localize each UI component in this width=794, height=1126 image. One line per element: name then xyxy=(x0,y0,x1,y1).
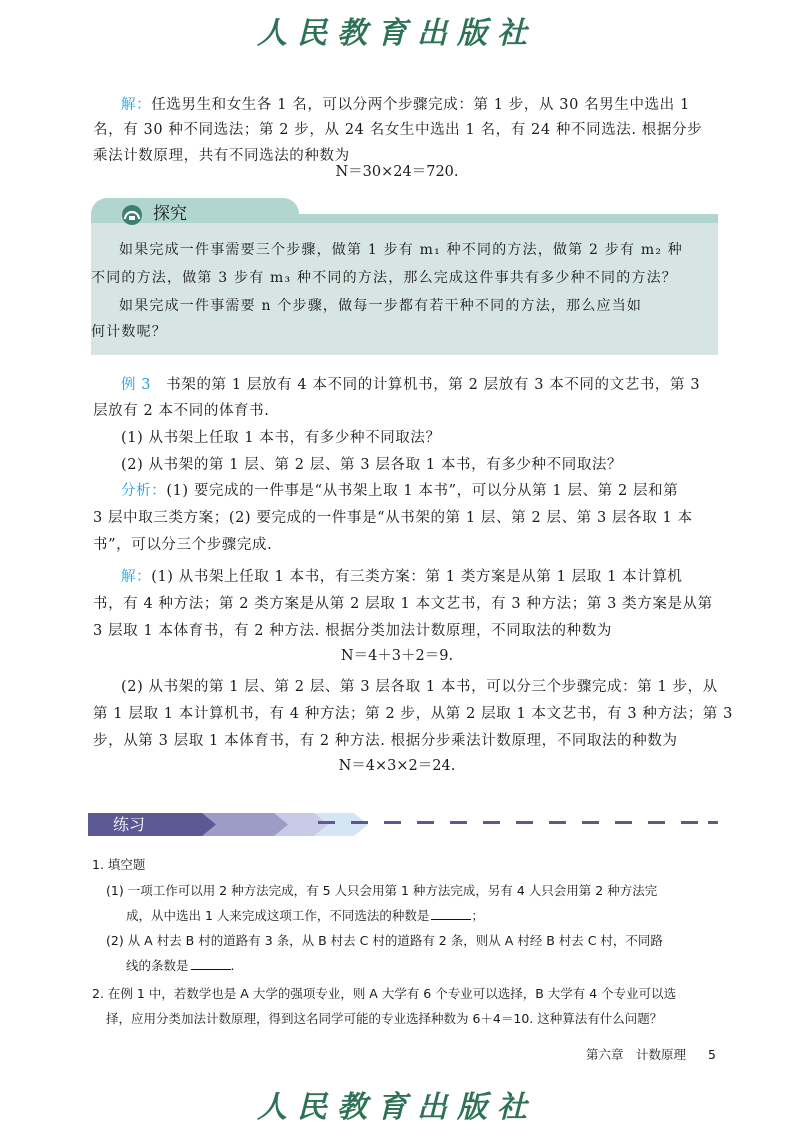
explore-line-1: 如果完成一件事需要三个步骤，做第 1 步有 m₁ 种不同的方法，做第 2 步有 m₂ 种 xyxy=(119,242,683,258)
example-3-question-1: (1) 从书架上任取 1 本书，有多少种不同取法？ xyxy=(121,430,441,446)
chapter-label: 第六章 计数原理 xyxy=(586,1047,687,1062)
exercise-1-2-line-1: (2) 从 A 村去 B 村的道路有 3 条，从 B 村去 C 村的道路有 2 条，则从 A 村经 B 村去 C 村，不同路 xyxy=(106,933,663,948)
analysis-line-3: 书”，可以分三个步骤完成. xyxy=(93,537,273,553)
exercise-2-line-2: 择，应用分类加法计数原理，得到这名同学可能的专业选择种数为 6＋4＝10. 这种算法有什么问题？ xyxy=(106,1011,663,1026)
analysis-line-2: 3 层中取三类方案；(2) 要完成的一件事是“从书架的第 1 层、第 2 层、第 3 层各取 1 本 xyxy=(93,510,693,526)
analysis-label: 分析： xyxy=(121,483,167,499)
exercise-1: 1. 填空题 xyxy=(92,857,146,872)
explore-icon xyxy=(121,204,143,226)
equation-2: N＝4＋3＋2＝9. xyxy=(340,648,454,664)
example-label: 例 3 xyxy=(121,377,152,393)
solution-line-1: 解：任选男生和女生各 1 名，可以分两个步骤完成：第 1 步，从 30 名男生中选出 1 xyxy=(121,97,690,113)
solution-3-label: 解： xyxy=(121,569,152,585)
publisher-logo-header: 人民教育出版社 xyxy=(257,16,537,51)
practice-title: 练习 xyxy=(113,815,146,834)
solution-3-line-2: 书，有 4 种方法；第 2 类方案是从第 2 层取 1 本文艺书，有 3 种方法；第 3 类方案是从第 xyxy=(93,596,713,612)
exercise-2-line-1: 2. 在例 1 中，若数学也是 A 大学的强项专业，则 A 大学有 6 个专业可以选择，B 大学有 4 个专业可以选 xyxy=(92,986,677,1001)
example-3-line-1: 例 3 书架的第 1 层放有 4 本不同的计算机书，第 2 层放有 3 本不同的文艺书，第 3 xyxy=(121,377,701,393)
explore-line-3: 如果完成一件事需要 n 个步骤，做每一步都有若干种不同的方法，那么应当如 xyxy=(119,298,643,314)
exercise-1-1-line-2: 成，从中选出 1 人来完成这项工作，不同选法的种数是 ； xyxy=(126,908,484,923)
solution-3-part2-line-3: 步，从第 3 层取 1 本体育书，有 2 种方法. 根据分步乘法计数原理，不同取法的种数为 xyxy=(93,733,678,749)
equation-1: N＝30×24＝720. xyxy=(335,164,459,180)
solution-line-3: 乘法计数原理，共有不同选法的种数为 xyxy=(93,148,350,164)
answer-blank-1[interactable] xyxy=(431,907,471,920)
page-number: 5 xyxy=(708,1047,716,1062)
exercise-1-2-line-2: 线的条数是 . xyxy=(126,958,235,973)
solution-3-part2-line-2: 第 1 层取 1 本计算机书，有 4 种方法；第 2 步，从第 2 层取 1 本文艺书，有 3 种方法；第 3 xyxy=(93,706,733,722)
example-3-question-2: (2) 从书架的第 1 层、第 2 层、第 3 层各取 1 本书，有多少种不同取法？ xyxy=(121,457,623,473)
page-footer xyxy=(586,1045,716,1063)
analysis-line-1: 分析：(1) 要完成的一件事是“从书架上取 1 本书”，可以分从第 1 层、第 2 层和第 xyxy=(121,483,679,499)
explore-title: 探究 xyxy=(153,204,187,224)
solution-3-part2-line-1: (2) 从书架的第 1 层、第 2 层、第 3 层各取 1 本书，可以分三个步骤完成：第 1 步，从 xyxy=(121,679,718,695)
example-3-line-2: 层放有 2 本不同的体育书. xyxy=(93,403,270,419)
explore-line-4: 何计数呢？ xyxy=(91,324,167,340)
solution-line-2: 名，有 30 种不同选法；第 2 步，从 24 名女生中选出 1 名，有 24 种不同选法. 根据分步 xyxy=(93,122,703,138)
exercise-1-1-line-1: (1) 一项工作可以用 2 种方法完成，有 5 人只会用第 1 种方法完成，另有 4 人只会用第 2 种方法完 xyxy=(106,883,658,898)
explore-line-2: 不同的方法，做第 3 步有 m₃ 种不同的方法，那么完成这件事共有多少种不同的方法？ xyxy=(91,270,677,286)
equation-3: N＝4×3×2＝24. xyxy=(338,758,456,774)
solution-label: 解： xyxy=(121,97,152,113)
dashed-divider xyxy=(318,821,718,825)
solution-3-line-3: 3 层取 1 本体育书，有 2 种方法. 根据分类加法计数原理，不同取法的种数为 xyxy=(93,623,612,639)
publisher-logo-footer: 人民教育出版社 xyxy=(257,1090,537,1125)
solution-3-line-1: 解：(1) 从书架上任取 1 本书，有三类方案：第 1 类方案是从第 1 层取 1 本计算机 xyxy=(121,569,683,585)
answer-blank-2[interactable] xyxy=(191,957,231,970)
